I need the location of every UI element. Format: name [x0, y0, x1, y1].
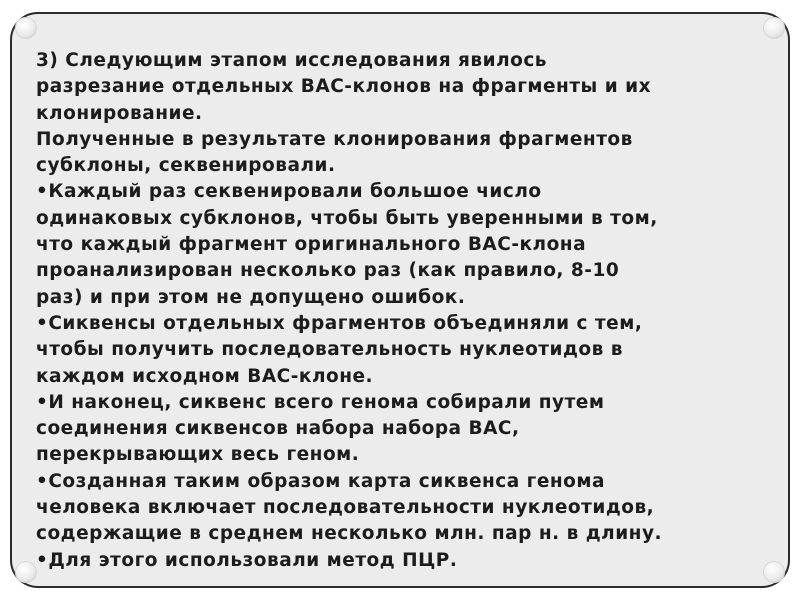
bullet-marker: •	[36, 470, 49, 492]
text-line: перекрывающих весь геном.	[36, 444, 360, 466]
bullet-item	[36, 311, 772, 390]
bullet-item	[36, 469, 772, 548]
bullet-item	[36, 548, 772, 574]
text-line: •Созданная таким образом карта сиквенса генома	[36, 470, 605, 492]
bullet-marker: •	[36, 181, 49, 203]
text-line: что каждый фрагмент оригинального ВАС-клона	[36, 234, 587, 256]
text-line: каждом исходном ВАС-клоне.	[36, 365, 374, 387]
bullet-marker: •	[36, 549, 49, 571]
text-line: одинаковых субклонов, чтобы быть уверенными в том,	[36, 207, 658, 229]
text-line: чтобы получить последовательность нуклеотидов в	[36, 339, 623, 361]
text-line: проанализирован несколько раз (как правило, 8-10	[36, 260, 620, 282]
text-line: субклоны, секвенировали.	[36, 155, 336, 177]
bullet-marker: •	[36, 391, 49, 413]
text-line: содержащие в среднем несколько млн. пар н. в длину.	[36, 523, 663, 545]
corner-pin-icon	[763, 17, 785, 39]
bullet-marker: •	[36, 312, 49, 334]
text-line: 3) Следующим этапом исследования явилось	[36, 50, 547, 71]
corner-pin-icon	[15, 17, 37, 39]
slide-text-body	[36, 48, 772, 574]
bullet-item	[36, 390, 772, 469]
corner-pin-icon	[15, 561, 37, 583]
text-line: разрезание отдельных ВАС-клонов на фрагменты и их	[36, 76, 652, 98]
subclone-paragraph	[36, 127, 772, 180]
text-line: •И наконец, сиквенс всего генома собирали путем	[36, 391, 605, 413]
text-line: соединения сиквенсов набора набора ВАС,	[36, 418, 520, 440]
text-line: •Для этого использовали метод ПЦР.	[36, 549, 458, 571]
text-line: Полученные в результате клонирования фрагментов	[36, 128, 633, 150]
text-line: •Сиквенсы отдельных фрагментов объединяли с тем,	[36, 312, 643, 334]
text-line: человека включает последовательности нуклеотидов,	[36, 497, 655, 519]
text-line: клонирование.	[36, 102, 203, 124]
text-line: раз) и при этом не допущено ошибок.	[36, 286, 466, 308]
bullet-item	[36, 179, 772, 310]
slide-card	[10, 12, 790, 588]
text-line: •Каждый раз секвенировали большое число	[36, 181, 542, 203]
intro-paragraph	[36, 48, 772, 127]
